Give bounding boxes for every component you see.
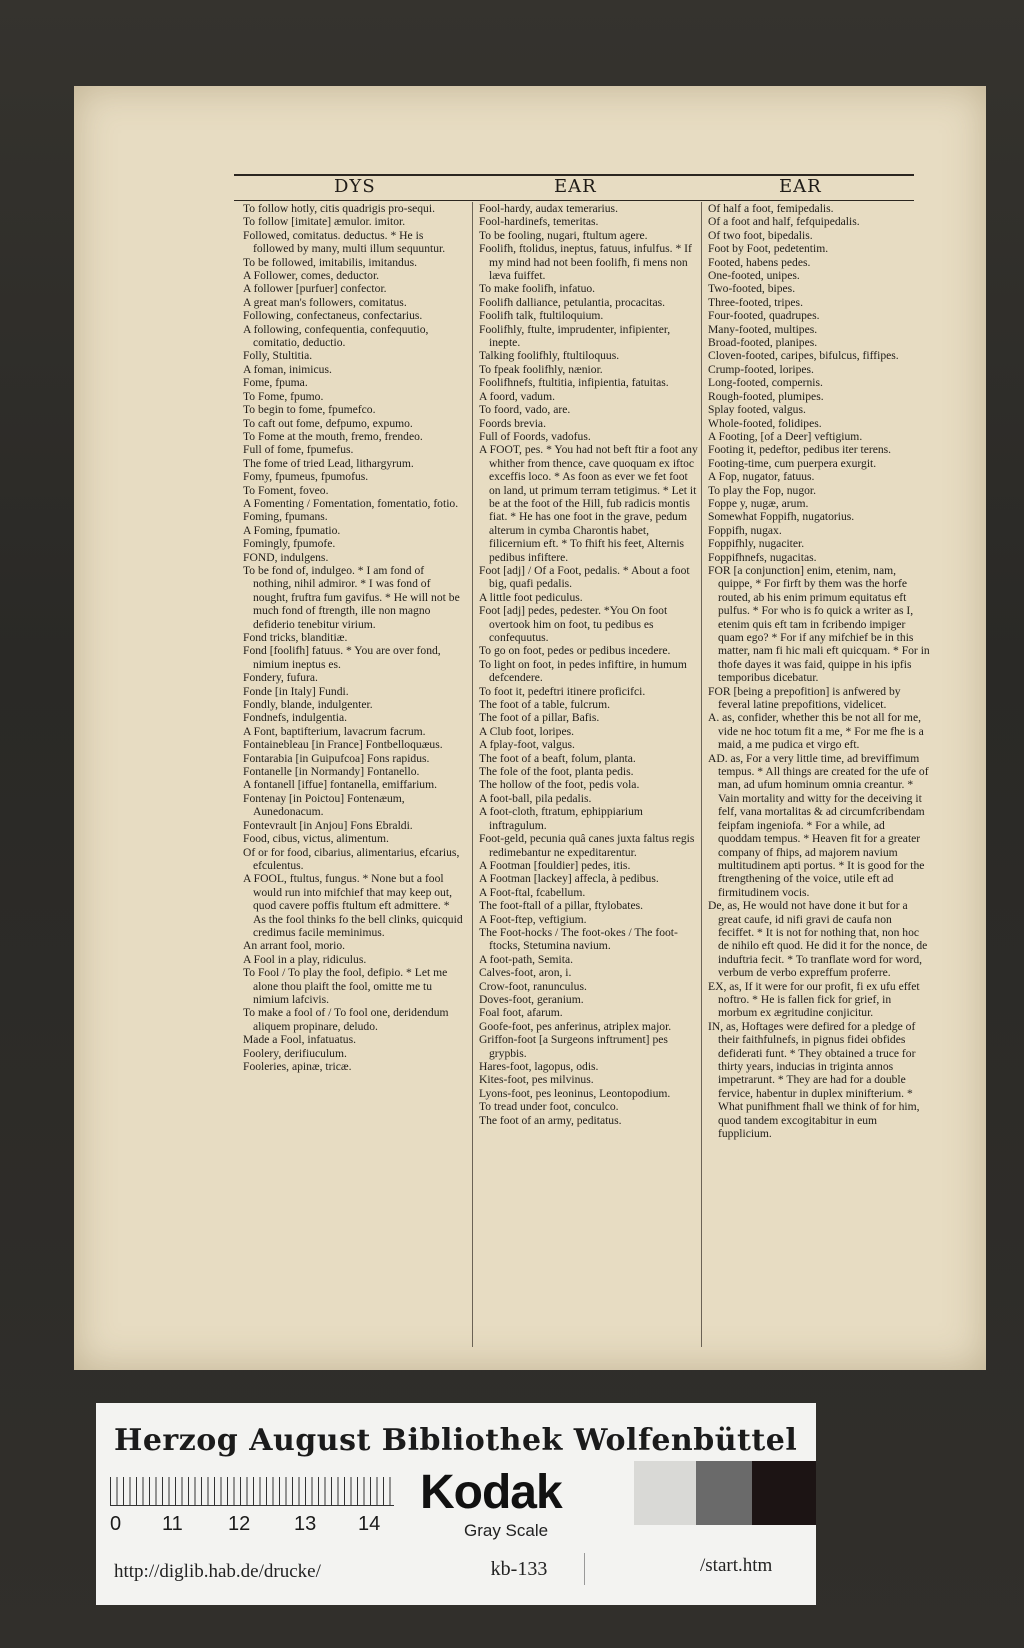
dictionary-entry: An arrant fool, morio. [243,939,346,953]
ruler-number: 13 [294,1513,317,1535]
dictionary-entry: Griffon-foot [a Surgeons inftrument] pes grypbis. [479,1033,668,1060]
dictionary-entry: Talking foolifhly, ftultiloquus. [479,349,620,363]
dictionary-entry: Fondery, fufura. [243,671,318,685]
dictionary-entry: Following, confectaneus, confectarius. [243,309,423,323]
dictionary-entry: To play the Fop, nugor. [708,483,817,497]
dictionary-entry: One-footed, unipes. [708,269,800,283]
dictionary-entry: Fooleries, apinæ, tricæ. [243,1060,352,1073]
gray-scale-label: Gray Scale [464,1521,549,1540]
running-head-middle: EAR [554,176,597,197]
dictionary-entry: Full of fome, fpumefus. [243,443,354,457]
dictionary-entry: Fondly, blande, indulgenter. [243,698,373,712]
column-middle [472,202,701,1347]
dictionary-entry: To caft out fome, defpumo, expumo. [243,416,413,430]
dictionary-entry: Fome, fpuma. [243,376,308,390]
dictionary-entry: To be fond of, indulgeo. * I am fond of nothing, nihil admiror. * I was fond of nought, fruftra fum gavifus. * He will not be much fond of ftrength, ille non magno defiderio tenebitur virium. [243,563,460,631]
dictionary-entry: Of a foot and half, fefquipedalis. [708,215,860,229]
dictionary-entry: To foot it, pedeftri itinere proficifci. [479,684,646,698]
dictionary-entry: A Fomenting / Fomentation, fomentatio, fotio. [243,496,459,510]
dictionary-entry: Fool-hardy, audax temerarius. [479,202,618,215]
ruler-scale [110,1477,394,1506]
dictionary-entry: Fontevrault [in Anjou] Fons Ebraldi. [243,818,413,832]
kodak-logo: Kodak [420,1466,562,1519]
dictionary-entry: A little foot pediculus. [479,590,583,604]
dictionary-entry: A foot-ball, pila pedalis. [479,791,592,805]
dictionary-entry: The fome of tried Lead, lithargyrum. [243,456,414,470]
dictionary-entry: A foman, inimicus. [243,362,332,376]
dictionary-entry: A follower [purfuer] confector. [243,282,387,296]
dictionary-entry: A Fop, nugator, fatuus. [708,470,815,484]
reel-id: kb-133 [454,1553,585,1585]
dictionary-entry: To go on foot, pedes or pedibus incedere. [479,644,671,658]
dictionary-entry: A Foot-ftep, veftigium. [479,912,587,926]
dictionary-entry: A Club foot, loripes. [479,724,575,738]
dictionary-entry: FOND, indulgens. [243,550,329,564]
dictionary-entry: Foppifhnefs, nugacitas. [708,550,817,564]
dictionary-entry: IN, as, Hoftages were defired for a pledge of their faithfulnefs, in pignus fidei obfides defiderati funt. * They obtained a truce for thirty years, inducias in triginta annos impetrarunt. * They are had for a double fervice, habentur in duplex minifterium. * What punifhment fhall we think of for him, quod tandem excogitabitur in eum fupplicium. [708,1019,920,1141]
dictionary-entry: Two-footed, bipes. [708,282,796,296]
dictionary-entry: Followed, comitatus. deductus. * He is followed by many, multi illum sequuntur. [243,228,446,256]
dictionary-entry: Of two foot, bipedalis. [708,228,813,242]
dictionary-entry: Fontanelle [in Normandy] Fontanello. [243,765,420,779]
dictionary-entry: De, as, He would not have done it but for a great caufe, id nifi gravi de caufa non feciffet. * It is not for nothing that, non hoc de nihilo eft quod. He did it for the nonce, de induftria fecit. * To tranflate word for word, verbum de verbo expreffum proferre. [708,899,928,980]
dictionary-entry: Many-footed, multipes. [708,322,818,336]
dictionary-entry: Fontenay [in Poictou] Fontenæum, Aunedonacum. [243,791,405,819]
dictionary-entry: Fomy, fpumeus, fpumofus. [243,470,369,484]
dictionary-entry: Made a Fool, infatuatus. [243,1033,357,1047]
dictionary-entry: The fole of the foot, planta pedis. [479,765,634,779]
dictionary-entry: Food, cibus, victus, alimentum. [243,832,389,846]
dictionary-entry: A foot-path, Semita. [479,952,574,966]
library-title: Herzog August Bibliothek Wolfenbüttel [114,1423,798,1458]
dictionary-entry: Foolery, derifiuculum. [243,1046,347,1060]
dictionary-entry: Of half a foot, femipedalis. [708,202,834,215]
dictionary-entry: Whole-footed, folidipes. [708,416,822,430]
dictionary-entry: A following, confequentia, confequutio, comitatio, deductio. [243,322,429,350]
start-link-text: /start.htm [700,1555,773,1576]
gray-swatch-light [634,1461,696,1525]
dictionary-entry: To Foment, foveo. [243,483,329,497]
dictionary-entry: A Font, baptifterium, lavacrum facrum. [243,724,426,738]
dictionary-entry: To light on foot, in pedes infiftire, in humum defcendere. [479,657,687,685]
dictionary-entry: Fond tricks, blanditiæ. [243,631,348,644]
dictionary-entry: Fondnefs, indulgentia. [243,711,348,725]
dictionary-entry: To be fooling, nugari, ftultum agere. [479,228,648,242]
dictionary-entry: To follow [imitate] æmulor. imitor. [243,215,406,229]
dictionary-entry: A foot-cloth, ftratum, ephippiarium inftragulum. [479,805,643,832]
gray-swatch-dark [752,1461,816,1525]
dictionary-entry: AD. as, For a very little time, ad breviffimum tempus. * All things are created for the ufe of man, ad ufum hominum omnia creantur. * Vain mortality and witty for the deceiving it felf, vana mortalitas & ad circumfcribendam feipfam ingeniofa. * For a while, ad quoddam tempus. * Heaven fit for a greater company of fhips, ad majorem navium multitudinem apti portus. * It is good for the ftrengthening of the voice, utile eft ad firmitudinem vocis. [708,751,929,899]
dictionary-entry: To fpeak foolifhly, nænior. [479,362,603,376]
dictionary-entry: Of or for food, cibarius, alimentarius, efcarius, efculentus. [243,845,460,872]
dictionary-entry: To tread under foot, conculco. [479,1100,619,1114]
gray-swatch-mid [696,1461,752,1525]
dictionary-entry: Foppe y, nugæ, arum. [708,496,809,510]
dictionary-entry: Crump-footed, loripes. [708,362,814,376]
dictionary-entry: A FOOL, ftultus, fungus. * None but a fool would run into mifchief that may keep out, quod cavere poffis ftultum eft admittere. * As the fool thinks fo the bell clinks, quicquid credimus facile meminimus. [243,872,463,939]
dictionary-entry: A. as, confider, whether this be not all for me, vide ne hoc totum fit a me, * For me fhe is a maid, a me pudica et virgo eft. [708,711,924,752]
dictionary-entry: Cloven-footed, caripes, bifulcus, fiffipes. [708,349,899,363]
dictionary-entry: A foord, vadum. [479,389,555,403]
dictionary-entry: Fomingly, fpumofe. [243,537,336,551]
dictionary-entry: Fool-hardinefs, temeritas. [479,215,599,229]
dictionary-entry: To Fome at the mouth, fremo, frendeo. [243,429,423,443]
dictionary-entry: To make a fool of / To fool one, deridendum aliquem propinare, deludo. [243,1006,449,1033]
dictionary-entry: Footing-time, cum puerpera exurgit. [708,456,877,470]
dictionary-entry: Foot by Foot, pedetentim. [708,242,829,256]
dictionary-entry: The Foot-hocks / The foot-okes / The foot-ftocks, Stetumina navium. [479,925,678,953]
dictionary-entry: The foot of an army, peditatus. [479,1113,622,1127]
dictionary-entry: Footing it, pedeftor, pedibus iter terens. [708,443,892,457]
dictionary-entry: Splay footed, valgus. [708,403,806,417]
dictionary-entry: Calves-foot, aron, i. [479,966,572,980]
dictionary-entry: A Fool in a play, ridiculus. [243,952,367,966]
dictionary-entry: Foot [adj] / Of a Foot, pedalis. * About a foot big, quafi pedalis. [479,563,690,591]
dictionary-entry: To follow hotly, citis quadrigis pro-sequi. [243,202,435,215]
library-url: http://diglib.hab.de/drucke/ [114,1561,321,1582]
dictionary-entry: Long-footed, compernis. [708,376,823,390]
dictionary-entry: Full of Foords, vadofus. [479,429,591,443]
dictionary-entry: Broad-footed, planipes. [708,336,818,350]
ruler-numbers [110,1513,400,1535]
dictionary-entry: The foot of a table, fulcrum. [479,698,611,712]
column-left [243,202,463,1347]
dictionary-entry: Foal foot, afarum. [479,1006,563,1020]
dictionary-entry: Foppifh, nugax. [708,523,782,537]
dictionary-entry: FOR [being a prepofition] is anfwered by feveral latine prepofitions, videlicet. [708,684,901,712]
dictionary-entry: Foords brevia. [479,416,546,430]
dictionary-entry: A Foming, fpumatio. [243,523,341,537]
dictionary-entry: Foolifhnefs, ftultitia, infipientia, fatuitas. [479,376,669,390]
dictionary-entry: The foot-ftall of a pillar, ftylobates. [479,899,644,913]
dictionary-entry: Fontainebleau [in France] Fontbelloquæus. [243,738,443,752]
dictionary-entry: A fplay-foot, valgus. [479,738,575,752]
dictionary-entry: A Footing, [of a Deer] veftigium. [708,429,863,443]
ruler-number: 12 [228,1513,251,1535]
dictionary-entry: The foot of a pillar, Bafis. [479,711,600,725]
ruler-number: 0 [110,1513,122,1535]
dictionary-entry: FOR [a conjunction] enim, etenim, nam, quippe, * For firft by them was the horfe routed, ab his enim primum equitatus eft pulfus. * For who is fo quick a writer as I, etenim quis eft tam in fcribendo impiger quam ego? * For if any mifchief be in this matter, nam fi hic mali eft quicquam. * For in thofe dayes it was faid, quippe in his ipfis temporibus dicebatur. [708,563,930,685]
running-head [234,174,914,201]
dictionary-entry: Foot [adj] pedes, pedester. *You On foot overtook him on foot, tu pedibus es confequutus. [479,604,668,644]
dictionary-entry: A Footman [lackey] affecla, à pedibus. [479,872,659,886]
dictionary-entry: Foppifhly, nugaciter. [708,537,805,551]
dictionary-entry: A Follower, comes, deductor. [243,269,380,283]
dictionary-entry: Fonde [in Italy] Fundi. [243,684,349,698]
dictionary-entry: Doves-foot, geranium. [479,992,584,1006]
dictionary-entry: Three-footed, tripes. [708,295,803,309]
dictionary-entry: Fontarabia [in Guipufcoa] Fons rapidus. [243,751,430,765]
dictionary-entry: Foolifh talk, ftultiloquium. [479,309,604,323]
dictionary-entry: Footed, habens pedes. [708,255,811,269]
dictionary-entry: Folly, Stultitia. [243,349,313,363]
dictionary-entry: Foolifhly, ftulte, imprudenter, infipienter, inepte. [479,322,671,350]
dictionary-entry: Kites-foot, pes milvinus. [479,1073,594,1087]
color-target-card [96,1403,816,1605]
dictionary-entry: Rough-footed, plumipes. [708,389,824,403]
dictionary-entry: A Foot-ftal, fcabellum. [479,885,586,899]
dictionary-entry: Goofe-foot, pes anferinus, atriplex major. [479,1019,672,1033]
dictionary-entry: Four-footed, quadrupes. [708,309,820,323]
dictionary-entry: Somewhat Foppifh, nugatorius. [708,510,855,524]
running-head-left: DYS [334,176,376,197]
dictionary-entry: EX, as, If it were for our profit, fi ex ufu effet noftro. * He is fallen fick for grief, in morbum ex ægritudine conjicitur. [708,979,920,1020]
dictionary-entry: Foolifh, ftolidus, ineptus, fatuus, infulfus. * If my mind had not been foolifh, fi mens non læva fuiffet. [479,242,692,283]
dictionary-entry: The hollow of the foot, pedis vola. [479,778,640,792]
running-head-right: EAR [779,176,822,197]
dictionary-entry: Hares-foot, lagopus, odis. [479,1060,599,1073]
dictionary-entry: To begin to fome, fpumefco. [243,403,376,417]
column-right [701,202,930,1347]
dictionary-entry: Fond [foolifh] fatuus. * You are over fond, nimium ineptus es. [243,644,441,671]
dictionary-entry: A fontanell [iffue] fontanella, emiffarium. [243,778,438,792]
dictionary-entry: A great man's followers, comitatus. [243,295,407,309]
dictionary-entry: Foming, fpumans. [243,510,328,524]
dictionary-entry: Lyons-foot, pes leoninus, Leontopodium. [479,1086,671,1100]
dictionary-entry: Foot-geld, pecunia quâ canes juxta faltus regis redimebantur ne expeditarentur. [479,832,695,859]
dictionary-entry: The foot of a beaft, folum, planta. [479,751,636,765]
dictionary-entry: Foolifh dalliance, petulantia, procacitas. [479,295,666,309]
dictionary-entry: A FOOT, pes. * You had not beft ftir a foot any whither from thence, cave quoquam ex iftoc exceffis loco. * As foon as ever we fet foot on land, ut primum terram tetigimus. * Let it be at the foot of the Hill, fub radicis montis fiat. * He has one foot in the grave, pedum alterum in cymba Charontis habet, filicernium eft. * To fhift his feet, Alternis pedibus infiftere. [479,443,698,564]
dictionary-entry: To make foolifh, infatuo. [479,282,596,296]
ruler-number: 14 [358,1513,381,1535]
ruler-number: 11 [162,1513,183,1535]
dictionary-entry: A Footman [fouldier] pedes, itis. [479,858,631,872]
dictionary-entry: To Fool / To play the fool, defipio. * Let me alone thou plaift the fool, omitte me tu nimium lafcivis. [243,966,448,1006]
dictionary-entry: To foord, vado, are. [479,403,571,417]
dictionary-entry: Crow-foot, ranunculus. [479,979,587,993]
dictionary-entry: To be followed, imitabilis, imitandus. [243,255,418,269]
dictionary-entry: To Fome, fpumo. [243,389,324,403]
